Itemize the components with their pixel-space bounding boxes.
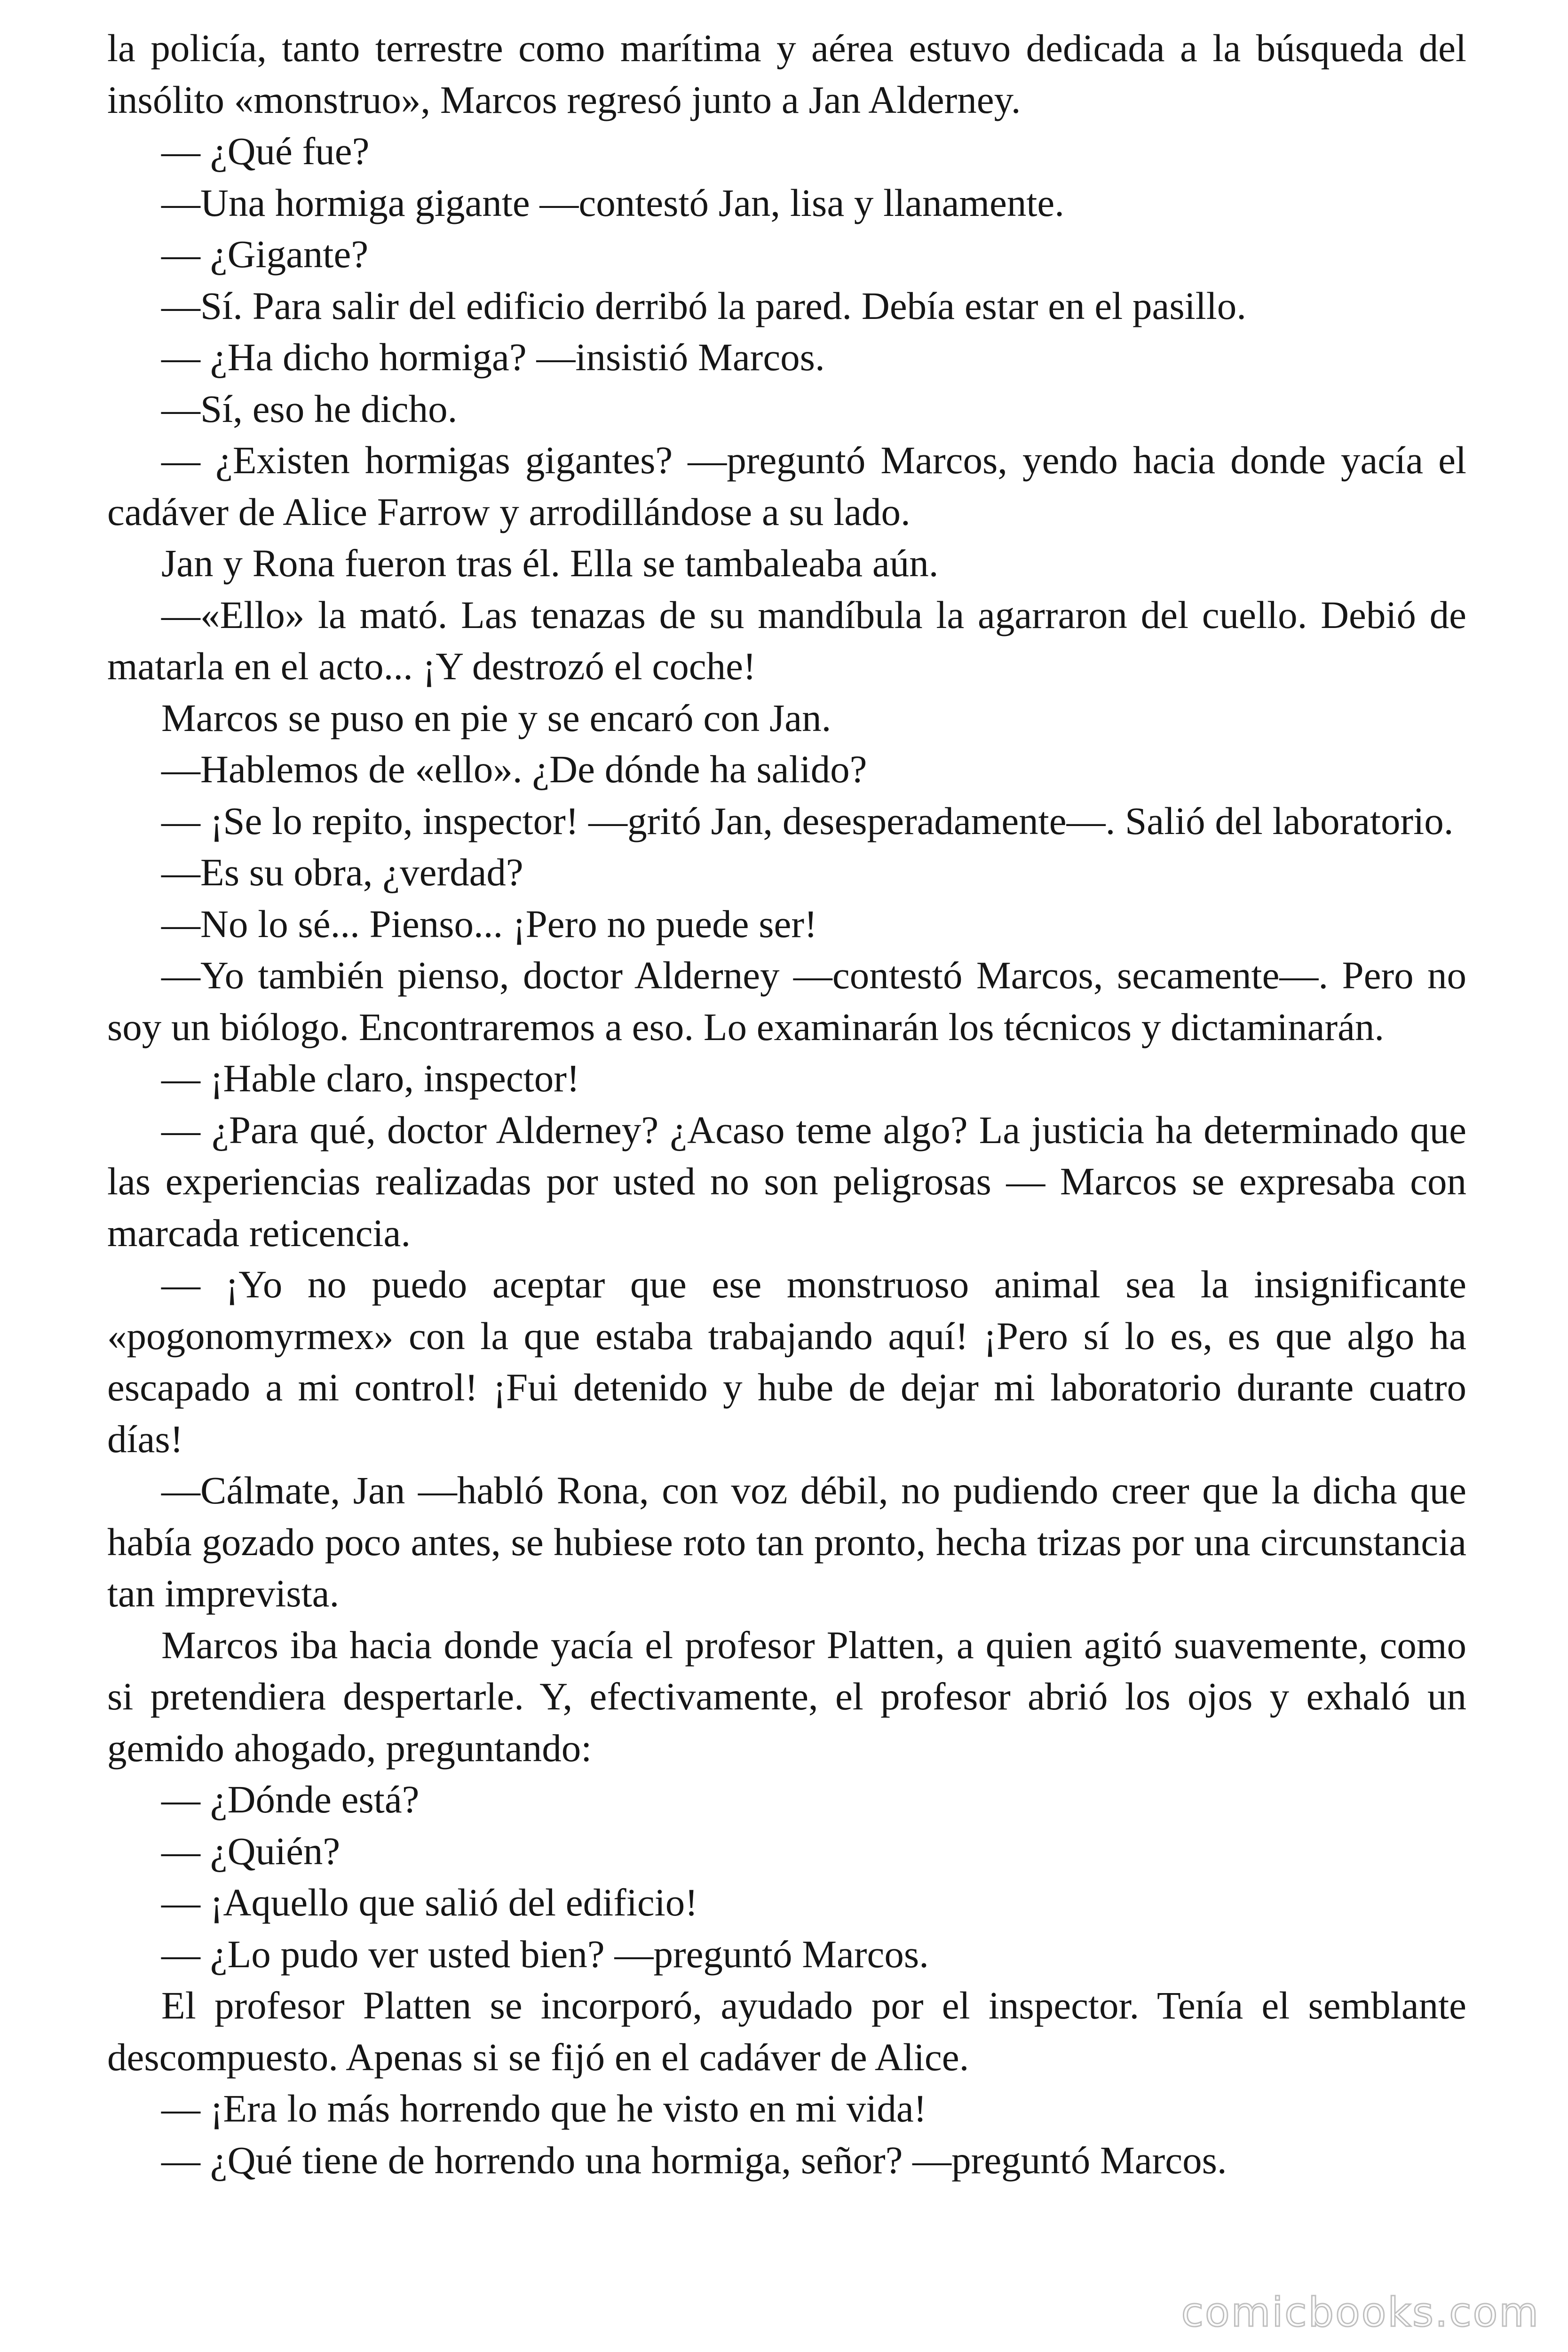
paragraph: —Hablemos de «ello». ¿De dónde ha salido? [161, 747, 867, 791]
paragraph: — ¡Se lo repito, inspector! —gritó Jan, desesperadamente—. Salió del laboratorio. [161, 799, 1454, 842]
paragraph: — ¿Quién? [161, 1829, 341, 1873]
paragraph: —Una hormiga gigante —contestó Jan, lisa y llanamente. [161, 181, 1065, 224]
watermark: comicbooks.com [1181, 2289, 1540, 2336]
paragraph: la policía, tanto terrestre como marítima y aérea estuvo dedicada a la búsqueda del insólito «monstruo», Marcos regresó junto a Jan Alderney. [107, 26, 1466, 121]
paragraph: — ¿Para qué, doctor Alderney? ¿Acaso teme algo? La justicia ha determinado que las experiencias realizadas por usted no son peligrosas — Marcos se expresaba con marcada reticencia. [107, 1108, 1466, 1255]
paragraph: —Sí, eso he dicho. [161, 387, 458, 430]
paragraph: — ¿Dónde está? [161, 1778, 420, 1821]
paragraph: — ¿Qué tiene de horrendo una hormiga, señor? —preguntó Marcos. [161, 2138, 1227, 2182]
paragraph: Jan y Rona fueron tras él. Ella se tambaleaba aún. [161, 541, 939, 585]
paragraph: — ¿Lo pudo ver usted bien? —preguntó Marcos. [161, 1932, 929, 1976]
paragraph: — ¡Hable claro, inspector! [161, 1057, 580, 1100]
paragraph: — ¿Existen hormigas gigantes? —preguntó Marcos, yendo hacia donde yacía el cadáver de Alice Farrow y arrodillándose a su lado. [107, 438, 1466, 533]
paragraph: —Yo también pienso, doctor Alderney —contestó Marcos, secamente—. Pero no soy un biólogo. Encontraremos a eso. Lo examinarán los técnicos y dictaminarán. [107, 954, 1466, 1049]
paragraph: El profesor Platten se incorporó, ayudado por el inspector. Tenía el semblante descompuesto. Apenas si se fijó en el cadáver de Alice. [107, 1984, 1466, 2079]
paragraph: — ¡Yo no puedo aceptar que ese monstruoso animal sea la insignificante «pogonomyrmex» con la que estaba trabajando aquí! ¡Pero sí lo es, es que algo ha escapado a mi control! ¡Fui detenido y hube de dejar mi laboratorio durante cuatro días! [107, 1263, 1466, 1461]
paragraph: Marcos iba hacia donde yacía el profesor Platten, a quien agitó suavemente, como si pretendiera despertarle. Y, efectivamente, el profesor abrió los ojos y exhaló un gemido ahogado, preguntando: [107, 1623, 1466, 1770]
book-page-text [107, 23, 1466, 2186]
paragraph: — ¿Ha dicho hormiga? —insistió Marcos. [161, 335, 825, 379]
paragraph: —No lo sé... Pienso... ¡Pero no puede ser! [161, 902, 817, 946]
paragraph: —«Ello» la mató. Las tenazas de su mandíbula la agarraron del cuello. Debió de matarla en el acto... ¡Y destrozó el coche! [107, 593, 1466, 688]
paragraph: —Cálmate, Jan —habló Rona, con voz débil, no pudiendo creer que la dicha que había gozado poco antes, se hubiese roto tan pronto, hecha trizas por una circunstancia tan imprevista. [107, 1469, 1466, 1615]
paragraph: — ¡Era lo más horrendo que he visto en mi vida! [161, 2087, 927, 2130]
paragraph: —Sí. Para salir del edificio derribó la pared. Debía estar en el pasillo. [161, 284, 1247, 327]
paragraph: —Es su obra, ¿verdad? [161, 850, 523, 894]
paragraph: — ¿Qué fue? [161, 129, 370, 173]
paragraph: Marcos se puso en pie y se encaró con Jan. [161, 696, 832, 739]
paragraph: — ¡Aquello que salió del edificio! [161, 1881, 698, 1924]
paragraph: — ¿Gigante? [161, 232, 369, 276]
